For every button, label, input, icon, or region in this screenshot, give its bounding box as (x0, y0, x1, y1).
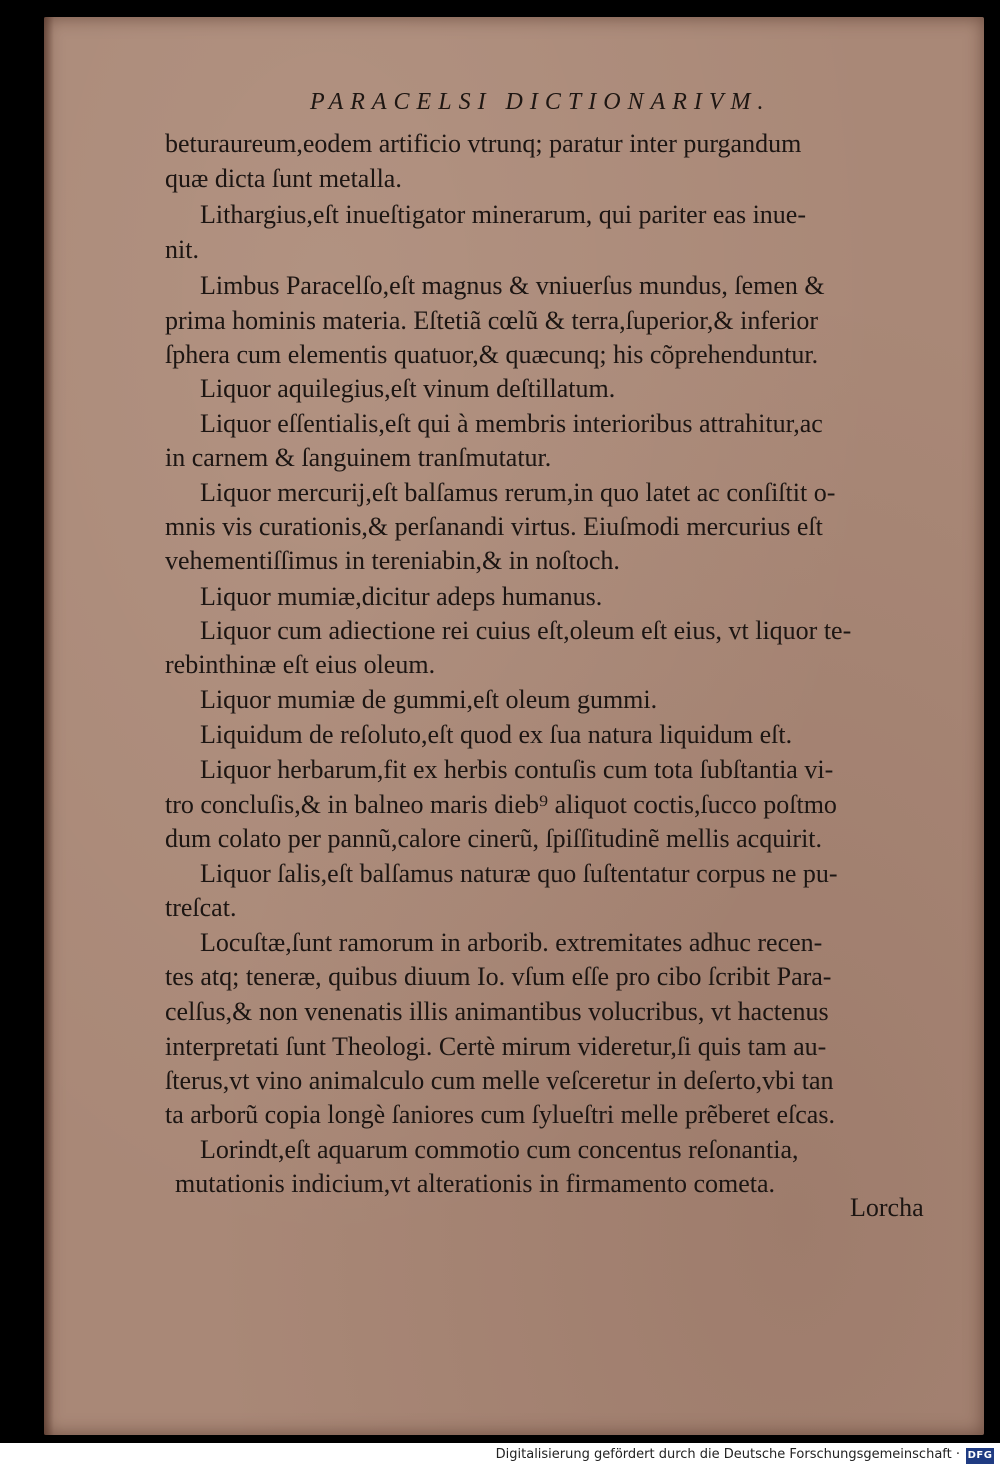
text-line: Liquor eſſentialis,eſt qui à membris interioribus attrahitur,ac (200, 409, 823, 438)
text-line: Limbus Paracelſo,eſt magnus & vniuerſus mundus, ſemen & (200, 271, 825, 300)
page-gutter-shadow (44, 17, 54, 1435)
text-line: Liquor herbarum,fit ex herbis contuſis cum tota ſubſtantia vi- (200, 755, 834, 784)
text-line: tro concluſis,& in balneo maris dieb⁹ aliquot coctis,ſucco poſtmo (165, 790, 837, 819)
text-line: rebinthinæ eſt eius oleum. (165, 650, 436, 679)
text-line: Locuſtæ,ſunt ramorum in arborib. extremitates adhuc recen- (200, 928, 823, 957)
dfg-logo-icon: DFG (966, 1448, 994, 1464)
text-line: nit. (165, 235, 199, 264)
text-line: interpretati ſunt Theologi. Certè mirum videretur,ſi quis tam au- (165, 1032, 827, 1061)
running-header: PARACELSI DICTIONARIVM. (310, 89, 771, 115)
text-line: in carnem & ſanguinem tranſmutatur. (165, 443, 552, 472)
text-line: treſcat. (165, 893, 237, 922)
text-line: Lithargius,eſt inueſtigator minerarum, qui pariter eas inue- (200, 200, 806, 229)
text-line: mnis vis curationis,& perſanandi virtus. Eiuſmodi mercurius eſt (165, 512, 823, 541)
text-line: Liquor mumiæ,dicitur adeps humanus. (200, 582, 603, 611)
catchword: Lorcha (850, 1193, 924, 1222)
text-line: dum colato per pannũ,calore cinerũ, ſpiſſitudinẽ mellis acquirit. (165, 824, 823, 853)
text-line: Liquor cum adiectione rei cuius eſt,oleum eſt eius, vt liquor te- (200, 616, 852, 645)
digitization-footer (0, 1443, 1000, 1470)
funding-credit: Digitalisierung gefördert durch die Deutsche Forschungsgemeinschaft · (495, 1447, 960, 1462)
text-line: Liquor ſalis,eſt balſamus naturæ quo ſuſtentatur corpus ne pu- (200, 859, 838, 888)
text-line: prima hominis materia. Eſtetiã cœlũ & terra,ſuperior,& inferior (165, 306, 819, 335)
text-line: mutationis indicium,vt alterationis in firmamento cometa. (175, 1169, 776, 1198)
text-line: beturaureum,eodem artificio vtrunq; paratur inter purgandum (165, 129, 802, 158)
text-line: Liquor aquilegius,eſt vinum deſtillatum. (200, 374, 616, 403)
text-line: vehementiſſimus in tereniabin,& in noſtoch. (165, 546, 620, 575)
text-line: ſterus,vt vino animalculo cum melle veſceretur in deſerto,vbi tan (165, 1066, 834, 1095)
text-line: Liquor mumiæ de gummi,eſt oleum gummi. (200, 685, 658, 714)
text-line: Lorindt,eſt aquarum commotio cum concentus reſonantia, (200, 1135, 799, 1164)
text-line: ta arborũ copia longè ſaniores cum ſylueſtri melle prẽberet eſcas. (165, 1100, 835, 1129)
text-line: quæ dicta ſunt metalla. (165, 164, 402, 193)
text-line: Liquidum de reſoluto,eſt quod ex ſua natura liquidum eſt. (200, 720, 793, 749)
text-line: tes atq; teneræ, quibus diuum Io. vſum eſſe pro cibo ſcribit Para- (165, 962, 832, 991)
text-line: celſus,& non venenatis illis animantibus volucribus, vt hactenus (165, 997, 829, 1026)
text-line: ſphera cum elementis quatuor,& quæcunq; his cõprehenduntur. (165, 340, 819, 369)
text-line: Liquor mercurij,eſt balſamus rerum,in quo latet ac conſiſtit o- (200, 478, 836, 507)
